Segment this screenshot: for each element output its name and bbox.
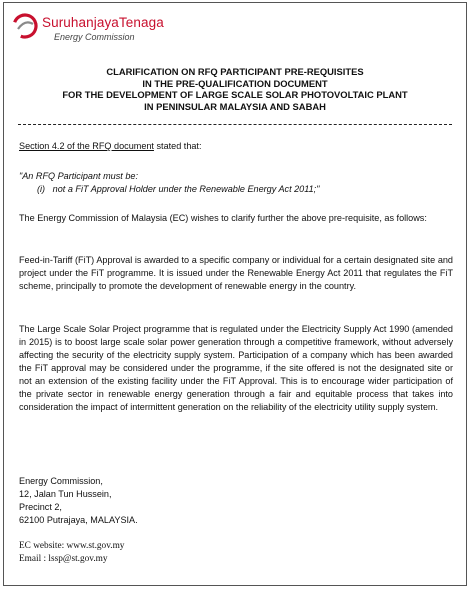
title-line: FOR THE DEVELOPMENT OF LARGE SCALE SOLAR PHOTOVOLTAIC PLANT	[62, 89, 408, 100]
energy-commission-logo	[12, 11, 202, 51]
quote-item-text: not a FiT Approval Holder under the Renewable Energy Act 2011;"	[52, 184, 320, 194]
reference-suffix: stated that:	[153, 141, 202, 151]
quote-item-number: (i)	[37, 184, 46, 194]
address-line: 62100 Putrajaya, MALAYSIA.	[19, 515, 138, 525]
contact-block	[19, 540, 453, 566]
document-title	[14, 66, 456, 112]
paragraph-lss-programme: The Large Scale Solar Project programme that is regulated under the Electricity Supply Act 1990 (amended in 2015) is to boost large scale solar power generation through a competitive framework, without adversely affecting the security of the electricity supply system. Participation of a company which has been awarded the FiT approval may be considered under the programme, if the site offered is not the designated site or not an extension of the existing facility under the FiT Approval. This is to encourage wider participation of the private sector in renewable energy generation through a fair and equitable process that takes into consideration the impact of intermittent generation on the reliability of the electricity utility supply system.	[19, 324, 453, 412]
document-page	[3, 2, 467, 586]
section-reference-link[interactable]: Section 4.2 of the RFQ document	[19, 141, 154, 151]
org-subtitle: Energy Commission	[54, 32, 135, 42]
org-name: SuruhanjayaTenaga	[42, 15, 164, 30]
paragraph-intro: The Energy Commission of Malaysia (EC) wishes to clarify further the above pre-requisite, as follows:	[19, 213, 427, 223]
dashed-divider	[18, 124, 452, 125]
quote-item	[19, 183, 471, 196]
address-line: 12, Jalan Tun Hussein,	[19, 489, 112, 499]
address-line: Energy Commission,	[19, 476, 103, 486]
quote-intro: "An RFQ Participant must be:	[19, 171, 138, 181]
reference-line	[19, 140, 453, 153]
address-line: Precinct 2,	[19, 502, 62, 512]
paragraph-fit-approval: Feed-in-Tariff (FiT) Approval is awarded to a specific company or individual for a certain designated site and project under the FiT programme. It is issued under the Renewable Energy Act 2011 that regulates the FiT scheme, principally to promote the development of renewable energy in the country.	[19, 255, 453, 291]
email-line[interactable]: Email : lssp@st.gov.my	[19, 554, 108, 564]
title-line: IN THE PRE-QUALIFICATION DOCUMENT	[142, 77, 328, 89]
logo-swoosh-icon	[12, 13, 38, 39]
website-line[interactable]: EC website: www.st.gov.my	[19, 541, 125, 551]
address-block	[19, 475, 453, 527]
title-line: IN PENINSULAR MALAYSIA AND SABAH	[144, 100, 326, 112]
title-line: CLARIFICATION ON RFQ PARTICIPANT PRE-REQUISITES	[106, 66, 364, 77]
